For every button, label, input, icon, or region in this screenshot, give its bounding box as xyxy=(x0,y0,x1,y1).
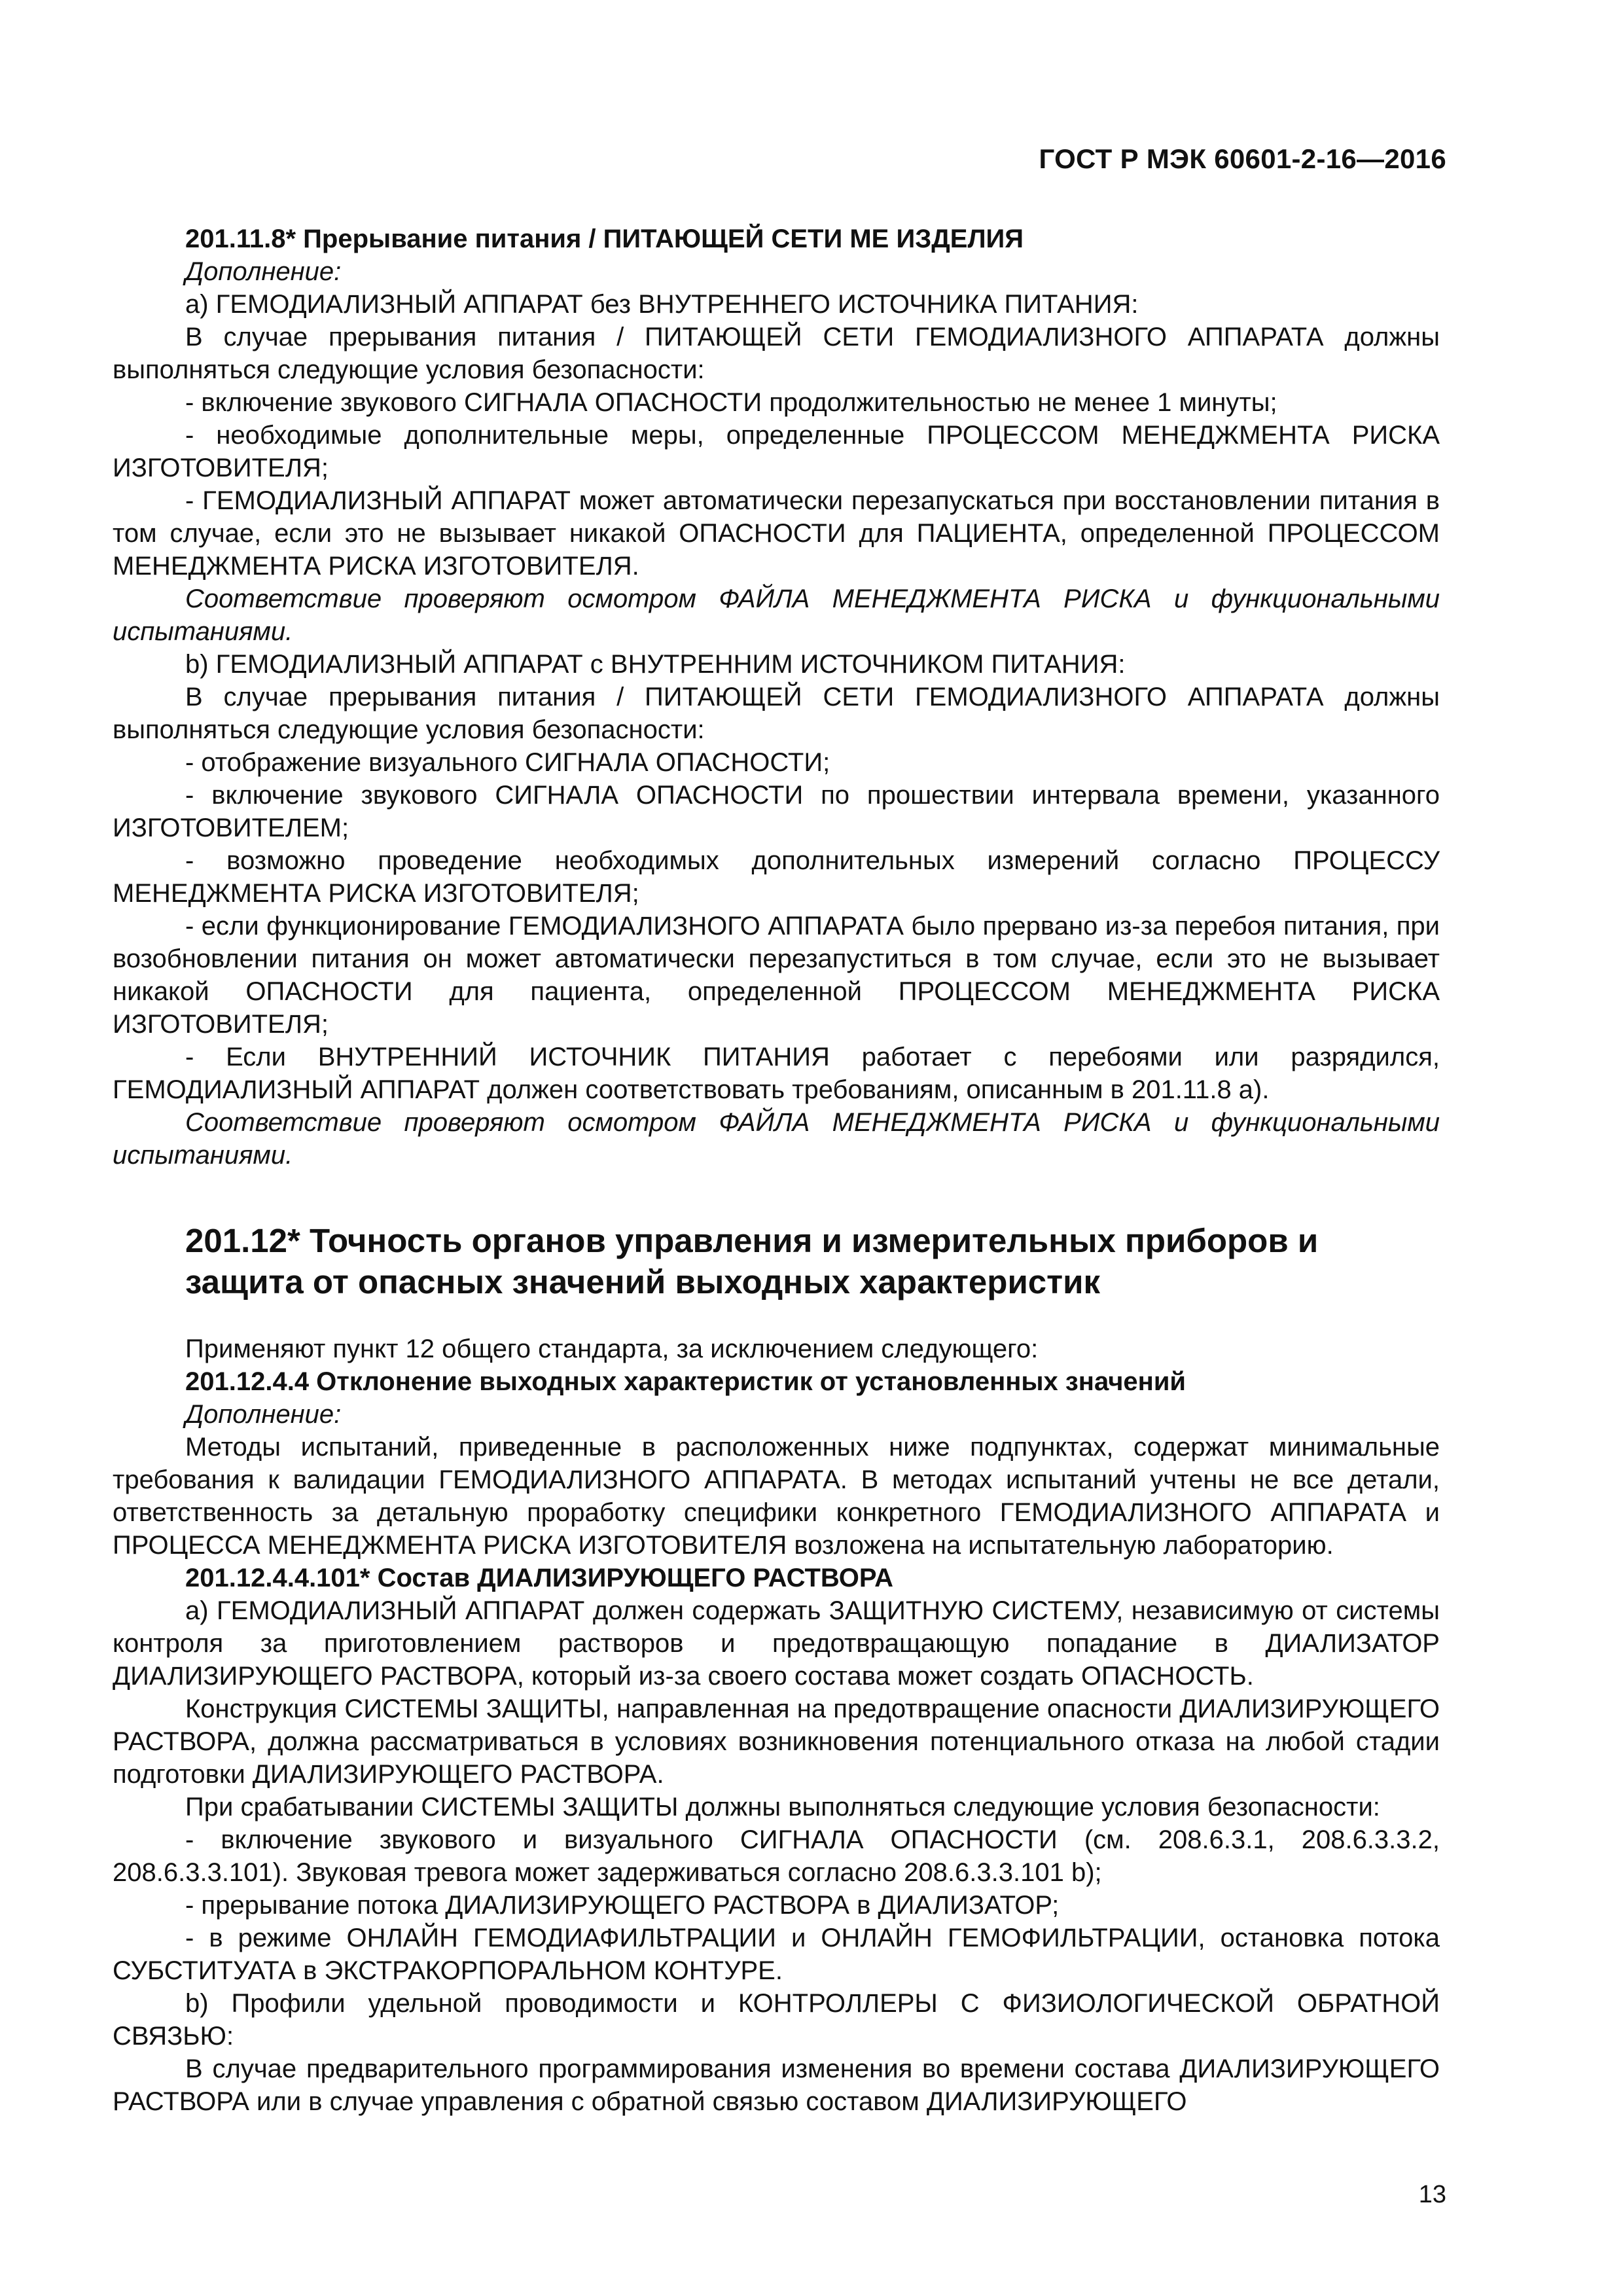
paragraph: Конструкция СИСТЕМЫ ЗАЩИТЫ, направленная на предотвращение опасности ДИАЛИЗИРУЮЩЕГО РАСТВОРА, должна рассматриваться в условиях возникновения потенциального отказа на любой стадии подготовки ДИАЛИЗИРУЮЩЕГО РАСТВОРА. xyxy=(113,1695,1440,1789)
list-item: - включение звукового СИГНАЛА ОПАСНОСТИ продолжительностью не менее 1 минуты; xyxy=(185,388,1277,417)
paragraph: a) ГЕМОДИАЛИЗНЫЙ АППАРАТ должен содержать ЗАЩИТНУЮ СИСТЕМУ, независимую от системы контроля за приготовлением растворов и предотвращающую попадание в ДИАЛИЗАТОР ДИАЛИЗИРУЮЩЕГО РАСТВОРА, который из-за своего состава может создать ОПАСНОСТЬ. xyxy=(113,1596,1440,1691)
paragraph: a) ГЕМОДИАЛИЗНЫЙ АППАРАТ без ВНУТРЕННЕГО ИСТОЧНИКА ПИТАНИЯ: xyxy=(185,290,1139,319)
amendment-label: Дополнение: xyxy=(185,257,342,286)
paragraph: b) ГЕМОДИАЛИЗНЫЙ АППАРАТ с ВНУТРЕННИМ ИСТОЧНИКОМ ПИТАНИЯ: xyxy=(185,650,1126,679)
clause-heading-201-12-4-4-101: 201.12.4.4.101* Состав ДИАЛИЗИРУЮЩЕГО РАСТВОРА xyxy=(185,1564,893,1592)
list-item: - необходимые дополнительные меры, определенные ПРОЦЕССОМ МЕНЕДЖМЕНТА РИСКА ИЗГОТОВИТЕЛЯ; xyxy=(113,421,1440,482)
list-item: - возможно проведение необходимых дополнительных измерений согласно ПРОЦЕССУ МЕНЕДЖМЕНТА РИСКА ИЗГОТОВИТЕЛЯ; xyxy=(113,846,1440,908)
list-item: - включение звукового и визуального СИГНАЛА ОПАСНОСТИ (см. 208.6.3.1, 208.6.3.3.2, 208.6.3.3.101). Звуковая тревога может задерживаться согласно 208.6.3.3.101 b); xyxy=(113,1825,1440,1887)
list-item: - включение звукового СИГНАЛА ОПАСНОСТИ по прошествии интервала времени, указанного ИЗГОТОВИТЕЛЕМ; xyxy=(113,781,1440,842)
list-item: - если функционирование ГЕМОДИАЛИЗНОГО АППАРАТА было прервано из-за перебоя питания, при возобновлении питания он может автоматически перезапуститься в том случае, если это не вызывает никакой ОПАСНОСТИ для пациента, определенной ПРОЦЕССОМ МЕНЕДЖМЕНТА РИСКА ИЗГОТОВИТЕЛЯ; xyxy=(113,912,1440,1039)
list-item: - отображение визуального СИГНАЛА ОПАСНОСТИ; xyxy=(185,748,830,777)
paragraph: Применяют пункт 12 общего стандарта, за исключением следующего: xyxy=(185,1335,1039,1363)
amendment-label: Дополнение: xyxy=(185,1400,342,1429)
clause-heading-201-12-4-4: 201.12.4.4 Отклонение выходных характеристик от установленных значений xyxy=(185,1367,1186,1396)
paragraph: Методы испытаний, приведенные в расположенных ниже подпунктах, содержат минимальные требования к валидации ГЕМОДИАЛИЗНОГО АППАРАТА. В методах испытаний учтены не все детали, ответственность за детальную проработку специфики конкретного ГЕМОДИАЛИЗНОГО АППАРАТА и ПРОЦЕССА МЕНЕДЖМЕНТА РИСКА ИЗГОТОВИТЕЛЯ возложена на испытательную лабораторию. xyxy=(113,1433,1440,1560)
page-number: 13 xyxy=(1418,2181,1446,2208)
standard-designation: ГОСТ Р МЭК 60601-2-16—2016 xyxy=(1039,143,1446,174)
list-item: - прерывание потока ДИАЛИЗИРУЮЩЕГО РАСТВОРА в ДИАЛИЗАТОР; xyxy=(185,1891,1060,1920)
clause-heading-201-11-8: 201.11.8* Прерывание питания / ПИТАЮЩЕЙ СЕТИ МЕ ИЗДЕЛИЯ xyxy=(185,224,1024,253)
paragraph: b) Профили удельной проводимости и КОНТРОЛЛЕРЫ С ФИЗИОЛОГИЧЕСКОЙ ОБРАТНОЙ СВЯЗЬЮ: xyxy=(113,1989,1440,2051)
paragraph: В случае прерывания питания / ПИТАЮЩЕЙ СЕТИ ГЕМОДИАЛИЗНОГО АППАРАТА должны выполняться следующие условия безопасности: xyxy=(113,323,1440,384)
list-item: - Если ВНУТРЕННИЙ ИСТОЧНИК ПИТАНИЯ работает с перебоями или разрядился, ГЕМОДИАЛИЗНЫЙ АППАРАТ должен соответствовать требованиям, описанным в 201.11.8 а). xyxy=(113,1043,1440,1104)
page-body xyxy=(113,223,1440,2118)
list-item: - ГЕМОДИАЛИЗНЫЙ АППАРАТ может автоматически перезапускаться при восстановлении питания в том случае, если это не вызывает никакой ОПАСНОСТИ для ПАЦИЕНТА, определенной ПРОЦЕССОМ МЕНЕДЖМЕНТА РИСКА ИЗГОТОВИТЕЛЯ. xyxy=(113,486,1440,581)
compliance-note: Соответствие проверяют осмотром ФАЙЛА МЕНЕДЖМЕНТА РИСКА и функциональными испытаниями. xyxy=(113,1108,1440,1170)
compliance-note: Соответствие проверяют осмотром ФАЙЛА МЕНЕДЖМЕНТА РИСКА и функциональными испытаниями. xyxy=(113,584,1440,646)
paragraph: При срабатывании СИСТЕМЫ ЗАЩИТЫ должны выполняться следующие условия безопасности: xyxy=(185,1793,1380,1821)
list-item: - в режиме ОНЛАЙН ГЕМОДИАФИЛЬТРАЦИИ и ОНЛАЙН ГЕМОФИЛЬТРАЦИИ, остановка потока СУБСТИТУАТА в ЭКСТРАКОРПОРАЛЬНОМ КОНТУРЕ. xyxy=(113,1924,1440,1985)
paragraph: В случае прерывания питания / ПИТАЮЩЕЙ СЕТИ ГЕМОДИАЛИЗНОГО АППАРАТА должны выполняться следующие условия безопасности: xyxy=(113,683,1440,744)
paragraph: В случае предварительного программирования изменения во времени состава ДИАЛИЗИРУЮЩЕГО РАСТВОРА или в случае управления с обратной связью составом ДИАЛИЗИРУЮЩЕГО xyxy=(113,2054,1440,2116)
section-heading-201-12: 201.12* Точность органов управления и измерительных приборов и защита от опасных значений выходных характеристик xyxy=(185,1222,1319,1300)
